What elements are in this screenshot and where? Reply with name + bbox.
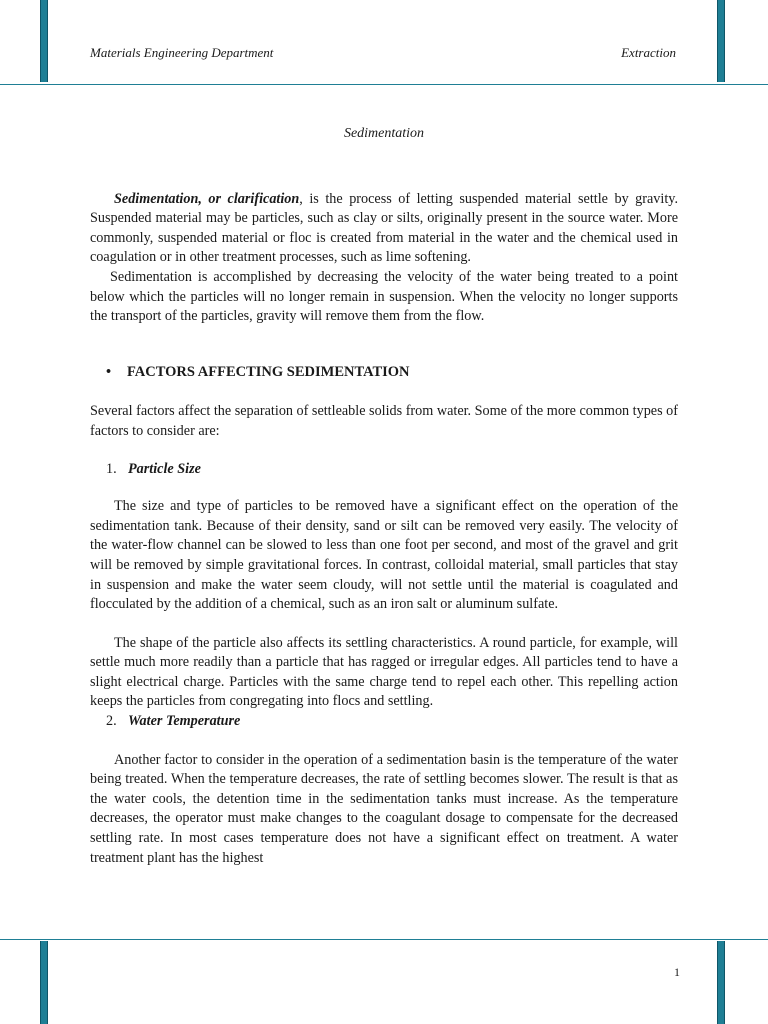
factors-heading-text: FACTORS AFFECTING SEDIMENTATION bbox=[127, 363, 410, 380]
section-heading-water-temperature bbox=[90, 712, 678, 732]
bullet-marker: • bbox=[106, 363, 112, 380]
section-title: Water Temperature bbox=[128, 713, 241, 730]
page-number: 1 bbox=[674, 965, 680, 979]
section-heading-particle-size bbox=[90, 460, 678, 480]
particle-size-paragraph-1: The size and type of particles to be removed have a significant effect on the operation of the sedimentation tank. Because of their density, sand or silt can be removed very easily. The velocity of the water-flow channel can be slowed to less than one foot per second, and most of the gravel and grit will be removed by simple gravitational forces. In contrast, colloidal material, small particles that stay in suspension and make the water seem cloudy, will not settle until the material is coagulated and flocculated by the addition of a chemical, such as an iron salt or aluminum sulfate. bbox=[90, 498, 678, 613]
section-number: 2. bbox=[106, 713, 117, 730]
section-number: 1. bbox=[106, 460, 117, 477]
particle-size-paragraph-2: The shape of the particle also affects its settling characteristics. A round particle, for example, will settle much more readily than a particle that has ragged or irregular edges. All particles tend to have a slight electrical charge. Particles with the same charge tend to repel each other. This repelling action keeps the particles from congregating into flocs and settling. bbox=[90, 634, 678, 710]
header-subject: Extraction bbox=[621, 45, 676, 60]
footer-rule bbox=[0, 939, 768, 940]
water-temperature-paragraph-1: Another factor to consider in the operation of a sedimentation basin is the temperature of the water being treated. When the temperature decreases, the rate of settling becomes slower. The result is that as the water cools, the detention time in the sedimentation tanks must increase. As the temperature decreases, the operator must make changes to the coagulant dosage to compensate for the decreased settling rate. In most cases temperature does not have a significant effect on treatment. A water treatment plant has the highest bbox=[90, 751, 678, 866]
intro-paragraph bbox=[90, 190, 678, 268]
page-body bbox=[90, 124, 678, 868]
left-bottom-border-bar bbox=[40, 941, 48, 1024]
intro-lead-term: Sedimentation, or clarification bbox=[114, 190, 300, 207]
intro-text: , is the process of letting suspended material settle by gravity. Suspended material may be particles, such as clay or silts, originally present in the source water. More commonly, suspended material or floc is created from material in the water and the chemical used in coagulation or in other treatment processes, such as lime softening. bbox=[90, 190, 678, 266]
right-bottom-border-bar bbox=[717, 941, 725, 1024]
page-title: Sedimentation bbox=[343, 126, 425, 141]
header-rule bbox=[0, 84, 768, 85]
section-title: Particle Size bbox=[128, 460, 201, 477]
intro-paragraph-2: Sedimentation is accomplished by decreasing the velocity of the water being treated to a point below which the particles will no longer remain in suspension. When the velocity no longer supports the transport of the particles, gravity will remove them from the flow. bbox=[90, 268, 678, 325]
left-top-border-bar bbox=[40, 0, 48, 82]
right-top-border-bar bbox=[717, 0, 725, 82]
header-department: Materials Engineering Department bbox=[90, 45, 274, 60]
factors-heading bbox=[90, 363, 678, 383]
factors-intro: Several factors affect the separation of settleable solids from water. Some of the more common types of factors to consider are: bbox=[90, 403, 678, 439]
